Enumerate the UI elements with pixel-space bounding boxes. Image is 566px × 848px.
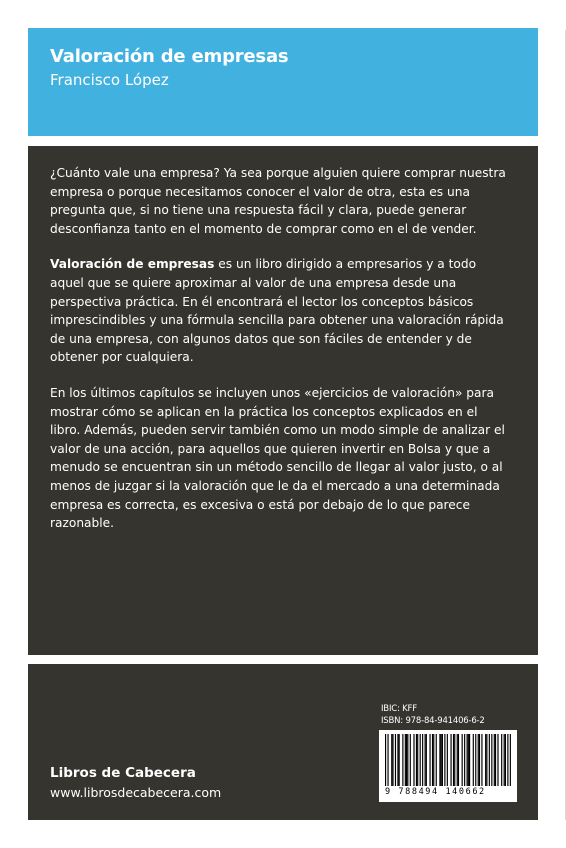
barcode-bar: [395, 734, 396, 786]
barcode-bar: [402, 734, 403, 786]
blurb-panel: [28, 146, 538, 655]
barcode-bar: [473, 734, 474, 786]
barcode-bar: [485, 734, 486, 786]
barcode-bar: [420, 734, 421, 786]
barcode-bar: [478, 734, 479, 786]
barcode-bar: [433, 734, 434, 786]
barcode-bar: [387, 734, 388, 786]
publisher-name: Libros de Cabecera: [50, 765, 196, 781]
barcode-bar: [495, 734, 496, 786]
barcode-bar: [392, 734, 393, 786]
blurb-book-title: Valoración de empresas: [50, 257, 215, 272]
barcode-bar: [486, 734, 487, 786]
barcode-bar: [458, 734, 459, 786]
barcode-bar: [436, 734, 437, 786]
barcode-bar: [405, 734, 406, 786]
barcode-bar: [442, 734, 443, 786]
barcode-bar: [462, 734, 463, 786]
barcode-bar: [407, 734, 408, 786]
barcode-bar: [422, 734, 423, 786]
barcode-bar: [439, 734, 440, 786]
blurb-paragraph-1: ¿Cuánto vale una empresa? Ya sea porque alguien quiere comprar nuestra empresa o porque necesitamos conocer el valor de otra, esta es una pregunta que, si no tiene una respuesta fácil y clara, puede generar desconfianza tanto en el momento de comprar como en el de vender.: [50, 166, 506, 236]
title-band: [28, 28, 538, 136]
barcode-bar: [417, 734, 418, 786]
barcode: [379, 730, 517, 802]
barcode-bar: [505, 734, 506, 786]
barcode-bars: [385, 734, 511, 786]
barcode-bar: [441, 734, 442, 786]
barcode-bar: [429, 734, 430, 786]
blurb-paragraph-2: [50, 255, 510, 367]
barcode-bar: [399, 734, 400, 786]
barcode-bar: [406, 734, 407, 786]
barcode-bar: [489, 734, 490, 786]
publisher-website: www.librosdecabecera.com: [50, 785, 222, 800]
barcode-bar: [501, 734, 502, 786]
barcode-bar: [413, 734, 414, 786]
barcode-bar: [464, 734, 465, 786]
barcode-bar: [444, 734, 445, 786]
barcode-bar: [475, 734, 476, 786]
barcode-bar: [397, 734, 398, 786]
barcode-bar: [391, 734, 392, 786]
barcode-bar: [491, 734, 492, 786]
barcode-bar: [425, 734, 426, 786]
barcode-bar: [510, 734, 511, 786]
barcode-bar: [457, 734, 458, 786]
barcode-bar: [410, 734, 411, 786]
barcode-bar: [497, 734, 498, 786]
blurb-paragraph-3: En los últimos capítulos se incluyen unos «ejercicios de valoración» para mostrar cómo se aplican en la práctica los conceptos explicados en el libro. Además, pueden servir también como un modo simple de analizar el valor de una acción, para aquellos que quieren invertir en Bolsa y que a menudo se encuentran sin un método sencillo de llegar al valor justo, o al menos de juzgar si la valoración que le da el mercado a una determinada empresa es correcta, es excesiva o está por debajo de lo que parece razonable.: [50, 385, 505, 531]
barcode-bar: [416, 734, 417, 786]
isbn-number: ISBN: 978-84-941406-6-2: [381, 716, 485, 726]
blurb-paragraph-2-text: es un libro dirigido a empresarios y a todo aquel que se quiere aproximar al valor de una empresa desde una perspectiva práctica. En él encontrará el lector los conceptos básicos imprescindibles y una fórmula sencilla para obtener una valoración rápida de una empresa, con algunos datos que son fáciles de entender y de obtener por cualquiera.: [50, 257, 504, 365]
barcode-bar: [507, 734, 508, 786]
barcode-bar: [467, 734, 468, 786]
ibic-code: IBIC: KFF: [381, 704, 417, 714]
barcode-bar: [494, 734, 495, 786]
barcode-bar: [447, 734, 448, 786]
barcode-bar: [481, 734, 482, 786]
book-author: Francisco López: [50, 71, 169, 89]
book-title: Valoración de empresas: [50, 46, 289, 67]
barcode-bar: [468, 734, 469, 786]
barcode-digits: 9 788494 140662: [385, 787, 486, 797]
barcode-bar: [453, 734, 454, 786]
footer-panel: [28, 664, 538, 820]
barcode-bar: [504, 734, 505, 786]
barcode-bar: [426, 734, 427, 786]
barcode-bar: [432, 734, 433, 786]
barcode-bar: [469, 734, 470, 786]
barcode-bar: [450, 734, 451, 786]
barcode-bar: [454, 734, 455, 786]
barcode-bar: [479, 734, 480, 786]
barcode-bar: [385, 734, 386, 786]
